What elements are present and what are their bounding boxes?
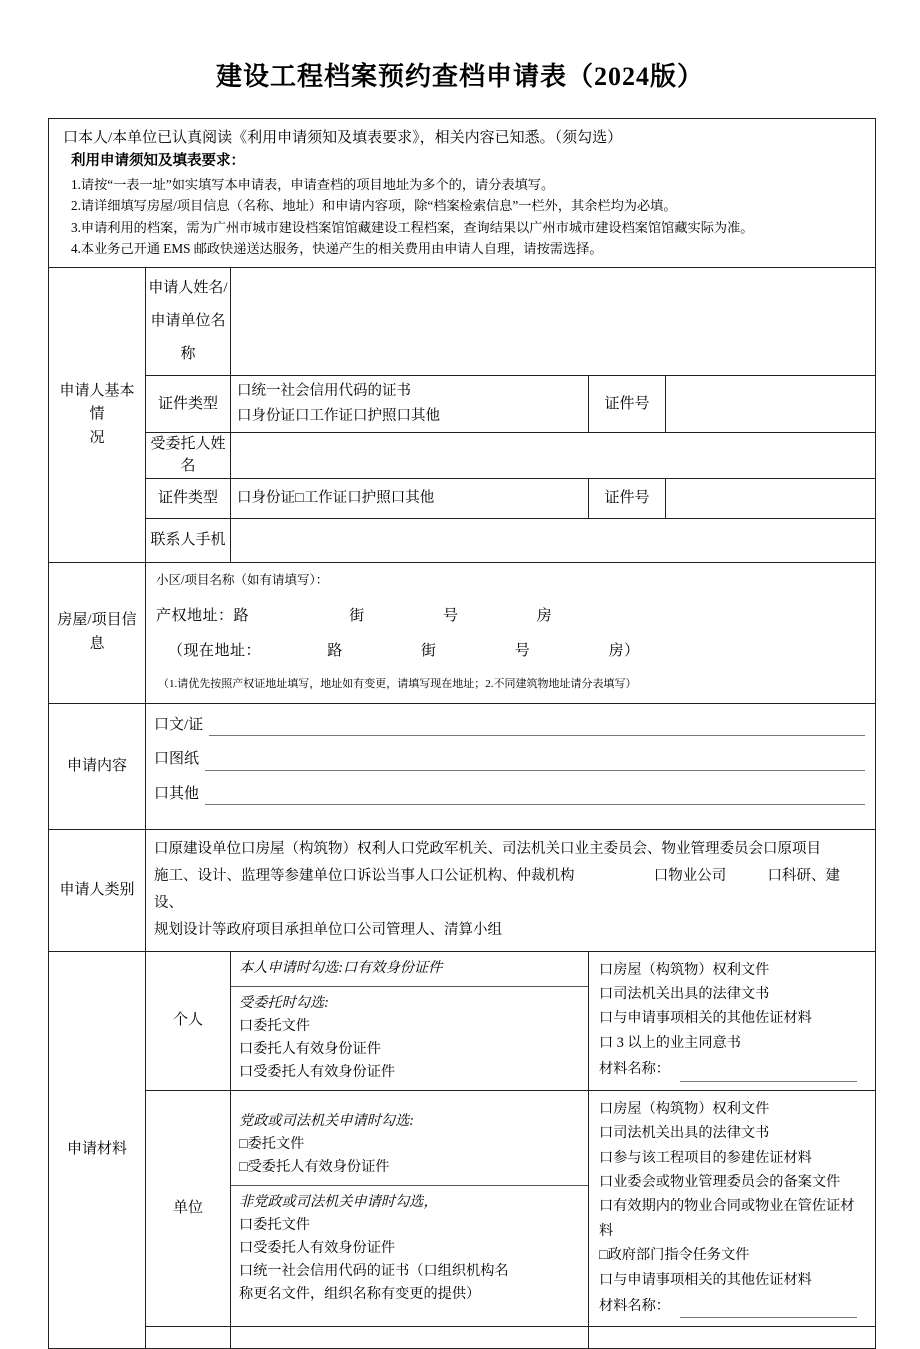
application-content-block — [146, 704, 875, 830]
category-line-1[interactable]: 口原建设单位口房屋（构筑物）权利人口党政军机关、司法机关口业主委员会、物业管理委员会口原项目 — [154, 841, 821, 858]
property-info-cell[interactable] — [146, 562, 876, 703]
gov-item[interactable]: □委托文件 — [239, 1136, 305, 1153]
organization-right-block — [589, 1091, 875, 1327]
category-option-property-company[interactable]: 口物业公司 — [653, 868, 727, 885]
addr-part-number: 号 — [443, 608, 459, 625]
property-info-row — [49, 562, 876, 703]
application-form-table — [48, 118, 876, 1349]
section-label-text: 申请人类别 — [59, 881, 135, 898]
id-options-personal-1[interactable]: 口身份证口工作证口护照口其他 — [237, 407, 440, 424]
entrust-title: 受委托时勾选: — [239, 994, 329, 1011]
addr-part-room: 房 — [536, 608, 553, 625]
id-type-options-2[interactable] — [231, 478, 589, 518]
self-apply-line-wrap[interactable] — [231, 952, 588, 986]
id-number-input-2[interactable] — [666, 478, 876, 518]
content-option-row[interactable] — [146, 773, 875, 808]
cur-part-street: 街 — [421, 642, 437, 659]
notice-block — [49, 119, 875, 267]
applicant-category-row — [49, 830, 876, 951]
id-option-social-credit[interactable]: 口统一社会信用代码的证书 — [237, 383, 411, 400]
section-label-applicant-category — [49, 830, 146, 951]
materials-trailing-left — [231, 1327, 589, 1349]
section-label-text: 申请材料 — [66, 1141, 127, 1158]
content-option-row[interactable] — [146, 738, 875, 773]
materials-organization-left[interactable] — [231, 1090, 589, 1327]
applicant-name-input[interactable] — [231, 268, 876, 376]
property-info-block — [146, 563, 875, 703]
content-fill-line[interactable] — [205, 790, 865, 805]
materials-trailing-right — [589, 1327, 876, 1349]
materials-type-organization: 单位 — [146, 1090, 231, 1327]
section-label-application-materials — [49, 951, 146, 1349]
id-type-options-1[interactable] — [231, 376, 589, 432]
materials-organization-row — [49, 1090, 876, 1327]
trustee-name-input[interactable] — [231, 432, 876, 478]
applicant-name-label-cell — [146, 268, 231, 376]
id-options-personal-2[interactable]: 口身份证□工作证口护照口其他 — [237, 489, 435, 506]
cur-part-number: 号 — [514, 642, 531, 659]
self-apply-line[interactable]: 本人申请时勾选:口有效身份证件 — [239, 959, 443, 976]
cur-part-room: 房） — [608, 642, 640, 659]
id-number-label-2: 证件号 — [589, 478, 666, 518]
ownership-address-label: 产权地址：路 — [156, 608, 250, 625]
gov-item[interactable]: □受委托人有效身份证件 — [239, 1159, 390, 1176]
section-label-application-content — [49, 703, 146, 830]
material-name-row[interactable] — [599, 1292, 867, 1318]
category-line-2[interactable] — [154, 863, 867, 917]
content-option-drawing[interactable]: 口图纸 — [154, 751, 200, 768]
applicant-name-row — [49, 268, 876, 376]
material-name-input[interactable] — [680, 1068, 857, 1082]
nongov-block[interactable] — [231, 1185, 588, 1312]
notice-item: 2.请详细填写房屋/项目信息（名称、地址）和申请内容项，除“档案检索信息”一栏外，其余栏均为必填。 — [71, 198, 677, 214]
material-option[interactable]: 口业委会或物业管理委员会的备案文件 — [599, 1173, 841, 1190]
content-fill-line[interactable] — [209, 721, 865, 736]
nongov-title: 非党政或司法机关申请时勾选， — [239, 1194, 438, 1211]
category-line-2-a[interactable]: 施工、设计、监理等参建单位口诉讼当事人口公证机构、仲裁机构 — [154, 868, 575, 885]
property-info-note: （1.请优先按照产权证地址填写，地址如有变更，请填写现在地址；2.不同建筑物地址请分表填写） — [158, 678, 637, 691]
material-option[interactable]: 口房屋（构筑物）权利文件 — [599, 961, 770, 978]
materials-organization-right[interactable] — [589, 1090, 876, 1327]
material-name-label: 材料名称： — [599, 1061, 670, 1078]
material-option[interactable]: 口与申请事项相关的其他佐证材料 — [599, 1010, 812, 1027]
materials-individual-right[interactable] — [589, 951, 876, 1090]
applicant-idtype-row — [49, 376, 876, 432]
trustee-name-row — [49, 432, 876, 478]
project-name-label[interactable]: 小区/项目名称（如有请填写）： — [156, 572, 329, 587]
contact-phone-input[interactable] — [231, 518, 876, 562]
entrust-block[interactable] — [231, 986, 588, 1090]
notice-item: 3.申请利用的档案，需为广州市城市建设档案馆馆藏建设工程档案，查询结果以广州市城市建设档案馆馆藏实际为准。 — [71, 219, 754, 235]
material-option[interactable]: 口与申请事项相关的其他佐证材料 — [599, 1271, 812, 1288]
materials-individual-row — [49, 951, 876, 1090]
materials-type-individual: 个人 — [146, 951, 231, 1090]
material-option[interactable]: 口有效期内的物业合同或物业在管佐证材料 — [599, 1198, 855, 1239]
applicant-name-label-line2: 申请单位名称 — [150, 313, 226, 363]
individual-right-block — [589, 952, 875, 1090]
addr-part-street: 街 — [349, 608, 365, 625]
section-label-applicant-basic — [49, 268, 146, 562]
material-option[interactable]: 口司法机关出具的法律文书 — [599, 1125, 770, 1142]
nongov-item[interactable]: 口受委托人有效身份证件 — [239, 1240, 396, 1257]
section-label-text: 申请人基本情 况 — [59, 383, 135, 446]
material-option[interactable]: 口 3 以上的业主同意书 — [599, 1034, 741, 1051]
cur-part-road: 路 — [327, 642, 343, 659]
trustee-name-label: 受委托人姓名 — [146, 432, 231, 478]
content-fill-line[interactable] — [205, 756, 865, 771]
material-name-row[interactable] — [599, 1055, 867, 1081]
entrust-item[interactable]: 口受委托人有效身份证件 — [239, 1063, 396, 1080]
application-content-cell[interactable] — [146, 703, 876, 830]
id-type-label-2: 证件类型 — [146, 478, 231, 518]
applicant-category-block — [146, 830, 875, 950]
notice-cell — [49, 119, 876, 268]
consent-checkbox-line[interactable]: 口本人/本单位已认真阅读《利用申请须知及填表要求》，相关内容已知悉。（须勾选） — [63, 130, 623, 146]
ownership-address-line[interactable] — [154, 599, 867, 630]
material-name-input[interactable] — [680, 1304, 857, 1318]
notice-item: 1.请按“一表一址”如实填写本申请表，申请查档的项目地址为多个的，请分表填写。 — [71, 176, 555, 192]
id-type-label-1: 证件类型 — [146, 376, 231, 432]
nongov-item[interactable]: 口委托文件 — [239, 1217, 310, 1234]
category-line-3[interactable]: 规划设计等政府项目承担单位口公司管理人、清算小组 — [154, 921, 502, 938]
content-option-row[interactable] — [146, 704, 875, 739]
material-option[interactable]: 口司法机关出具的法律文书 — [599, 985, 770, 1002]
material-option[interactable]: 口参与该工程项目的参建佐证材料 — [599, 1149, 812, 1166]
gov-title: 党政或司法机关申请时勾选: — [239, 1113, 414, 1130]
nongov-item[interactable]: 口统一社会信用代码的证书（口组织机构名 — [239, 1263, 509, 1280]
section-label-text: 申请内容 — [66, 757, 127, 774]
applicant-name-label — [146, 268, 230, 375]
id-number-label-1: 证件号 — [589, 376, 666, 432]
category-line-2-c[interactable]: 口科研、建设、 — [154, 868, 840, 911]
applicant-name-label-line1: 申请人姓名/ — [148, 280, 228, 297]
entrust-item[interactable]: 口委托人有效身份证件 — [239, 1040, 381, 1057]
id-number-input-1[interactable] — [666, 376, 876, 432]
materials-trailing-type — [146, 1327, 231, 1349]
trustee-idtype-row — [49, 478, 876, 518]
section-label-property-info — [49, 562, 146, 703]
current-address-label: （现在地址： — [168, 642, 262, 659]
gov-block[interactable] — [231, 1105, 588, 1185]
content-option-doc[interactable]: 口文/证 — [154, 716, 204, 733]
notice-row — [49, 119, 876, 268]
nongov-item-cont: 称更名文件，组织名称有变更的提供） — [239, 1286, 481, 1303]
materials-individual-left[interactable] — [231, 951, 589, 1090]
material-option[interactable]: 口房屋（构筑物）权利文件 — [599, 1100, 770, 1117]
contact-phone-row — [49, 518, 876, 562]
material-option[interactable]: □政府部门指令任务文件 — [599, 1247, 750, 1264]
entrust-item[interactable]: 口委托文件 — [239, 1017, 310, 1034]
current-address-line[interactable] — [154, 630, 867, 665]
applicant-category-cell[interactable] — [146, 830, 876, 951]
application-content-row — [49, 703, 876, 830]
material-name-label: 材料名称： — [599, 1298, 670, 1315]
notice-item: 4.本业务己开通 EMS 邮政快递送达服务，快递产生的相关费用由申请人自理，请按需选择。 — [71, 240, 603, 256]
contact-phone-label: 联系人手机 — [146, 518, 231, 562]
content-option-other[interactable]: 口其他 — [154, 785, 200, 802]
materials-trailing-row — [49, 1327, 876, 1349]
requirements-title: 利用申请须知及填表要求： — [71, 153, 245, 170]
page-title: 建设工程档案预约查档申请表（2024版） — [215, 62, 704, 91]
section-label-text: 房屋/项目信 息 — [57, 612, 137, 652]
